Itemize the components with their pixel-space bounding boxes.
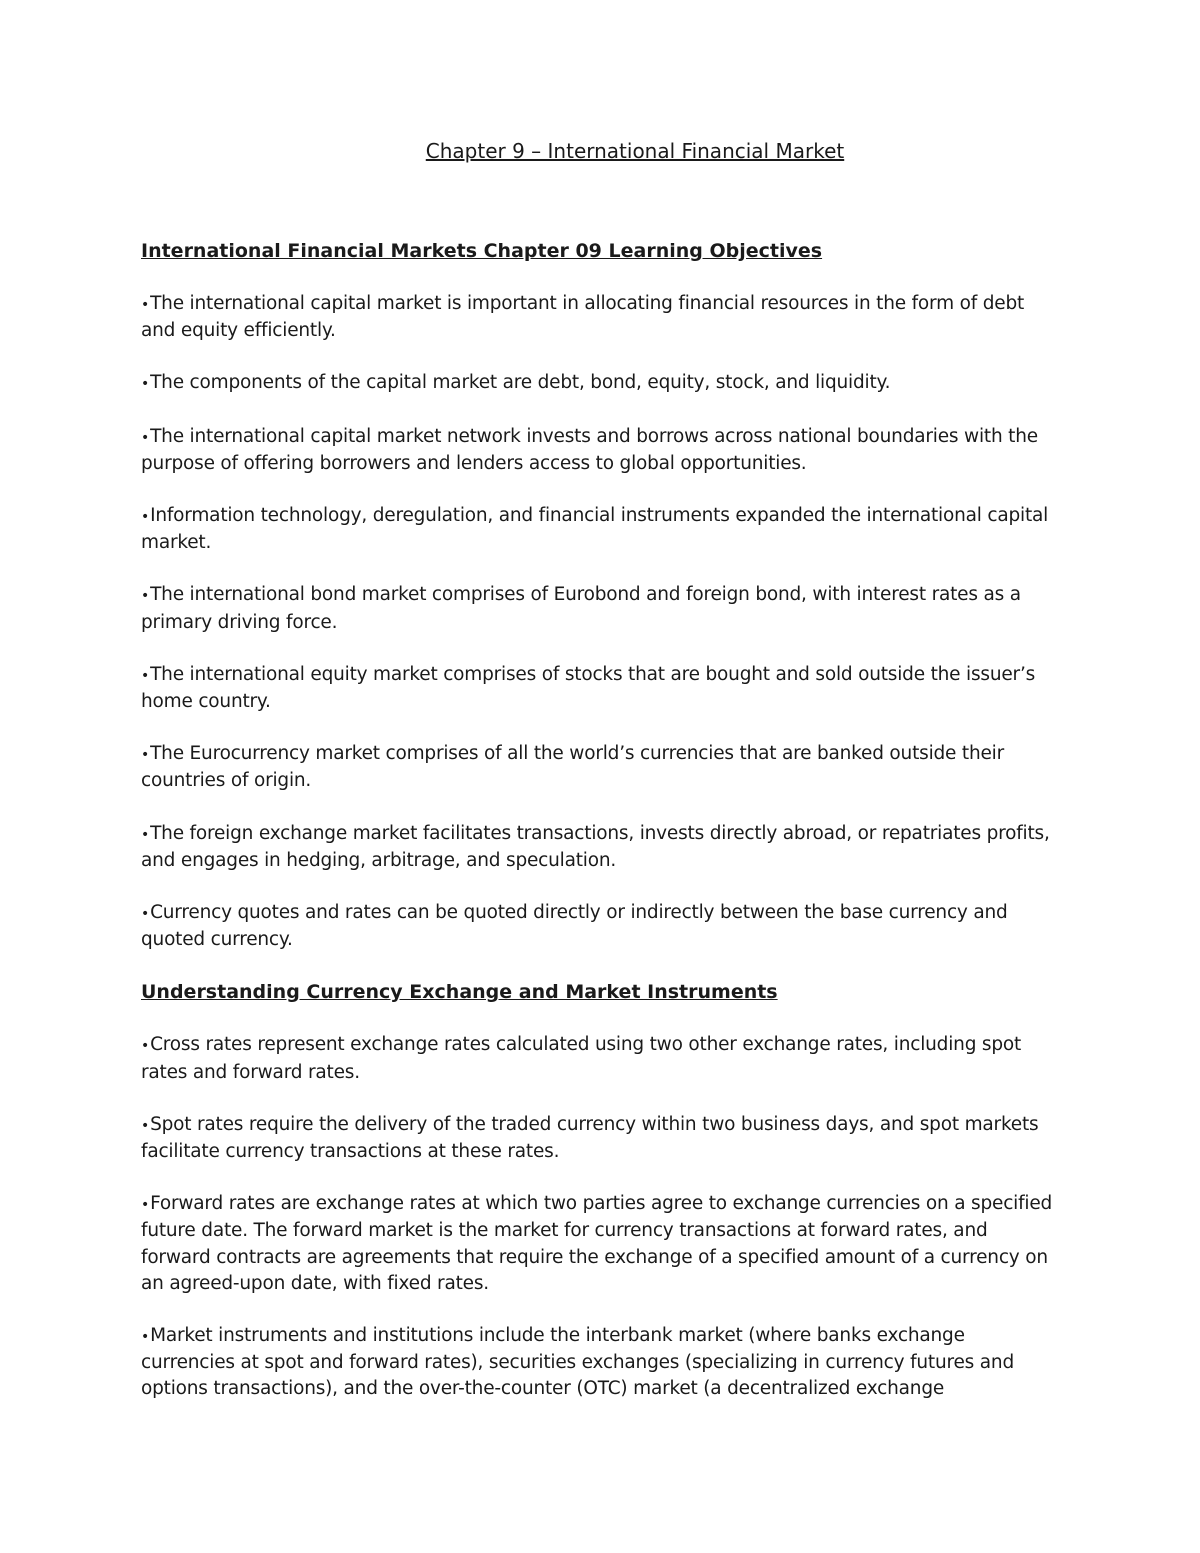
bullet-icon: • xyxy=(141,1038,150,1055)
bullet-item xyxy=(141,1323,1061,1403)
bullet-text: Market instruments and institutions include the interbank market (where banks exchange currencies at spot and forward rates), securities exchanges (specializing in currency futures and options transactions), and the over-the-counter (OTC) market (a decentralized exchange xyxy=(141,1325,1014,1400)
bullet-icon: • xyxy=(141,429,150,446)
bullet-item xyxy=(141,291,1061,344)
section-heading: International Financial Markets Chapter 09 Learning Objectives xyxy=(141,240,823,262)
bullet-text: The components of the capital market are debt, bond, equity, stock, and liquidity. xyxy=(150,372,891,394)
bullet-item xyxy=(141,821,1061,874)
bullet-text: Cross rates represent exchange rates calculated using two other exchange rates, including spot rates and forward rates. xyxy=(141,1034,1022,1083)
bullet-text: The international capital market network invests and borrows across national boundaries with the purpose of offering borrowers and lenders access to global opportunities. xyxy=(141,425,1038,474)
bullet-item xyxy=(141,582,1061,635)
bullet-icon: • xyxy=(141,826,150,843)
bullet-icon: • xyxy=(141,376,150,393)
bullet-text: The international bond market comprises of Eurobond and foreign bond, with interest rates as a primary driving force. xyxy=(141,584,1021,633)
bullet-text: The Eurocurrency market comprises of all the world’s currencies that are banked outside their countries of origin. xyxy=(141,743,1005,792)
bullet-item xyxy=(141,741,1061,794)
bullet-text: The international equity market comprises of stocks that are bought and sold outside the issuer’s home country. xyxy=(141,663,1036,713)
bullet-icon: • xyxy=(141,509,150,526)
bullet-item xyxy=(141,900,1061,953)
bullet-text: The foreign exchange market facilitates transactions, invests directly abroad, or repatriates profits, and engages in hedging, arbitrage, and speculation. xyxy=(141,822,1050,871)
section-learning-objectives xyxy=(141,238,1061,953)
bullet-text: Currency quotes and rates can be quoted directly or indirectly between the base currency and quoted currency. xyxy=(141,902,1008,951)
bullet-item xyxy=(141,1112,1061,1165)
bullet-icon: • xyxy=(141,588,150,605)
bullet-item xyxy=(141,662,1061,715)
bullet-text: Spot rates require the delivery of the traded currency within two business days, and spot markets facilitate currency transactions at these rates. xyxy=(141,1113,1039,1163)
section-heading: Understanding Currency Exchange and Market Instruments xyxy=(141,981,778,1004)
document-title: Chapter 9 – International Financial Market xyxy=(425,139,845,163)
bullet-item xyxy=(141,1191,1061,1297)
bullet-item xyxy=(141,1032,1061,1085)
bullet-text: Forward rates are exchange rates at which two parties agree to exchange currencies on a specified future date. The forward market is the market for currency transactions at forward rates, and forward contracts are agreements that require the exchange of a specified amount of a currency on an agreed-upon date, with fixed rates. xyxy=(141,1193,1053,1294)
bullet-item xyxy=(141,503,1061,556)
document-body xyxy=(141,238,1061,1403)
bullet-icon: • xyxy=(141,906,150,923)
bullet-icon: • xyxy=(141,747,150,764)
bullet-text: Information technology, deregulation, and financial instruments expanded the international capital market. xyxy=(141,505,1049,554)
bullet-icon: • xyxy=(141,1329,150,1346)
bullet-icon: • xyxy=(141,667,150,684)
bullet-icon: • xyxy=(141,297,150,313)
bullet-item xyxy=(141,370,1061,397)
section-currency-exchange xyxy=(141,979,1061,1402)
bullet-icon: • xyxy=(141,1197,150,1214)
bullet-text: The international capital market is important in allocating financial resources in the form of debt and equity efficiently. xyxy=(141,293,1025,342)
bullet-icon: • xyxy=(141,1117,150,1134)
bullet-item xyxy=(141,424,1061,477)
